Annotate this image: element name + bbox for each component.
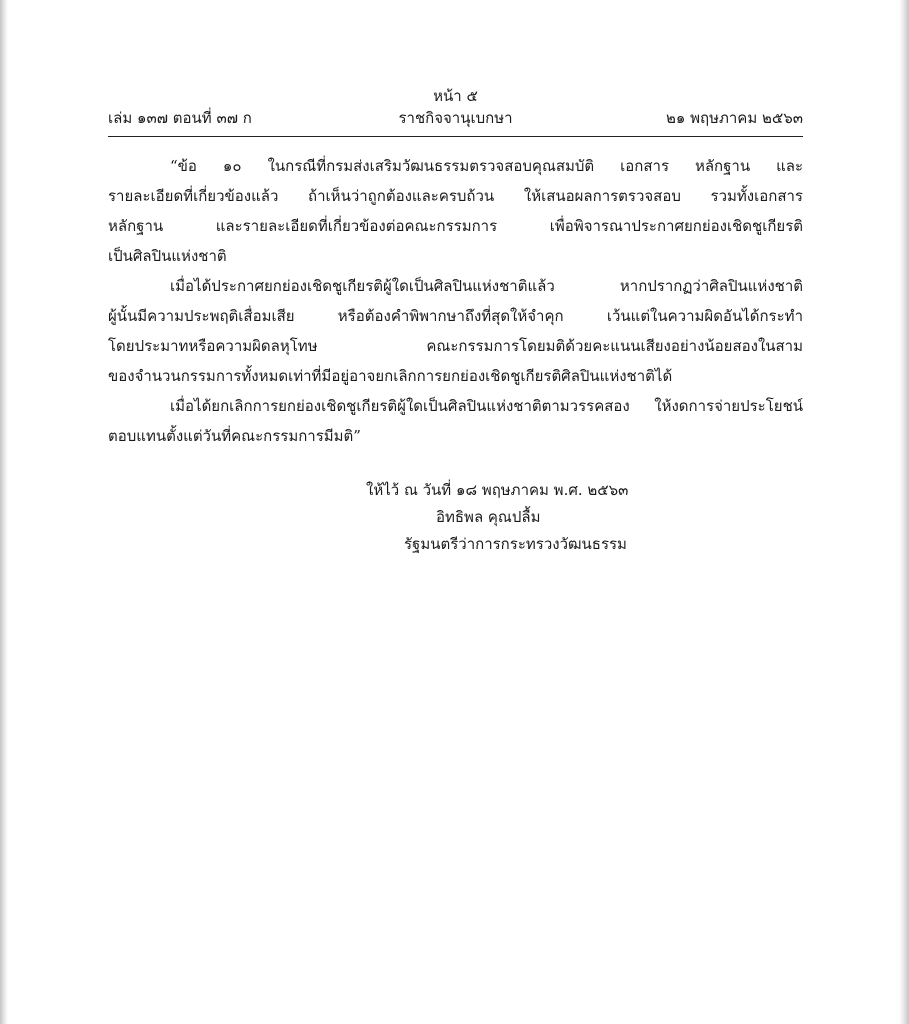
paragraph-line: ตอบแทนตั้งแต่วันที่คณะกรรมการมีมติ”	[108, 427, 361, 445]
signatory-name: อิทธิพล คุณปลื้ม	[436, 508, 541, 526]
paragraph-line: เมื่อได้ยกเลิกการยกย่องเชิดชูเกียรติผู้ใดเป็นศิลปินแห่งชาติตามวรรคสอง ให้งดการจ่ายประโยชน์	[170, 397, 803, 415]
paragraph-line: หลักฐาน และรายละเอียดที่เกี่ยวข้องต่อคณะกรรมการ เพื่อพิจารณาประกาศยกย่องเชิดชูเกียรติ	[108, 217, 803, 235]
paragraph-line: รายละเอียดที่เกี่ยวข้องแล้ว ถ้าเห็นว่าถูกต้องและครบถ้วน ให้เสนอผลการตรวจสอบ รวมทั้งเอกสาร	[108, 187, 803, 205]
header-divider	[108, 136, 803, 137]
paragraph-line: เป็นศิลปินแห่งชาติ	[108, 247, 227, 265]
paragraph-line: เมื่อได้ประกาศยกย่องเชิดชูเกียรติผู้ใดเป็นศิลปินแห่งชาติแล้ว หากปรากฏว่าศิลปินแห่งชาติ	[170, 277, 803, 295]
signature-date: ให้ไว้ ณ วันที่ ๑๘ พฤษภาคม พ.ศ. ๒๕๖๓	[366, 481, 629, 499]
document-body	[108, 151, 803, 451]
paragraph-line: “ข้อ ๑๐ ในกรณีที่กรมส่งเสริมวัฒนธรรมตรวจสอบคุณสมบัติ เอกสาร หลักฐาน และ	[170, 157, 803, 175]
page-edge-left	[0, 0, 8, 1024]
paragraph-line: โดยประมาทหรือความผิดลหุโทษ คณะกรรมการโดยมติด้วยคะแนนเสียงอย่างน้อยสองในสาม	[108, 337, 803, 355]
paragraph-revocation	[108, 271, 803, 391]
page-edge-right	[899, 0, 909, 1024]
paragraph-line: ของจำนวนกรรมการทั้งหมดเท่าที่มีอยู่อาจยกเลิกการยกย่องเชิดชูเกียรติศิลปินแห่งชาติได้	[108, 367, 673, 385]
paragraph-clause-10	[108, 151, 803, 271]
paragraph-line: ผู้นั้นมีความประพฤติเสื่อมเสีย หรือต้องคำพิพากษาถึงที่สุดให้จำคุก เว้นแต่ในความผิดอันได้กระทำ	[108, 307, 803, 325]
signatory-title: รัฐมนตรีว่าการกระทรวงวัฒนธรรม	[404, 535, 627, 553]
volume-info: เล่ม ๑๓๗ ตอนที่ ๓๗ ก	[108, 109, 252, 127]
paragraph-benefits	[108, 391, 803, 451]
page-number: หน้า ๕	[433, 87, 478, 105]
gazette-header	[108, 106, 803, 130]
publication-name: ราชกิจจานุเบกษา	[398, 109, 513, 127]
publication-date: ๒๑ พฤษภาคม ๒๕๖๓	[665, 109, 803, 127]
document-page	[108, 86, 803, 558]
signature-block	[108, 477, 803, 558]
